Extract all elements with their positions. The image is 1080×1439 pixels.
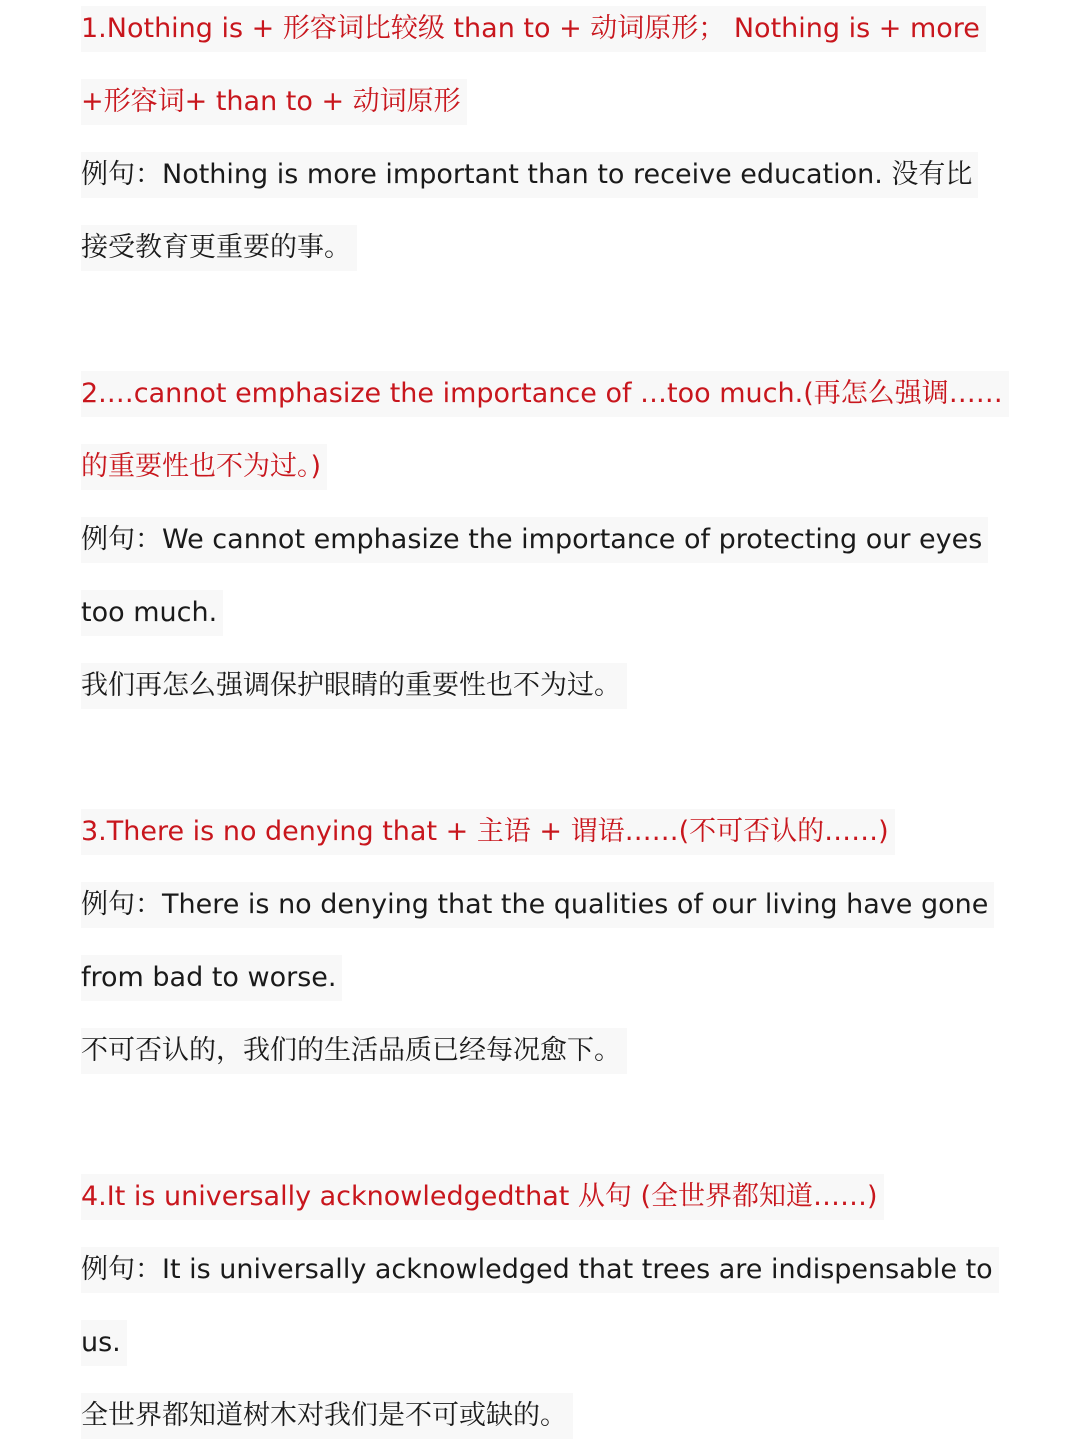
section-1-example-line-1: 例句：Nothing is more important than to receive education. 没有比 [81,152,978,198]
section-4-translation: 全世界都知道树木对我们是不可或缺的。 [81,1393,573,1439]
section-4-example-line-2: us. [81,1320,127,1366]
section-3-example-line-1: 例句：There is no denying that the qualities of our living have gone [81,882,994,928]
section-1-heading-line-2: +形容词+ than to + 动词原形 [81,79,467,125]
section-3-heading-line-1: 3.There is no denying that + 主语 + 谓语……(不可否认的……) [81,809,895,855]
section-2-example-line-2: too much. [81,590,223,636]
section-3-translation: 不可否认的，我们的生活品质已经每况愈下。 [81,1028,627,1074]
section-4-example-line-1: 例句：It is universally acknowledged that trees are indispensable to [81,1247,999,1293]
section-1-heading-line-1: 1.Nothing is + 形容词比较级 than to + 动词原形； Nothing is + more [81,6,986,52]
section-2-heading-line-1: 2.…cannot emphasize the importance of …too much.(再怎么强调…… [81,371,1009,417]
section-2-heading-line-2: 的重要性也不为过。) [81,444,327,490]
section-2-example-line-1: 例句：We cannot emphasize the importance of protecting our eyes [81,517,988,563]
section-2-translation: 我们再怎么强调保护眼睛的重要性也不为过。 [81,663,627,709]
section-1-example-line-2: 接受教育更重要的事。 [81,225,357,271]
section-4-heading-line-1: 4.It is universally acknowledgedthat 从句 (全世界都知道……) [81,1174,884,1220]
section-3-example-line-2: from bad to worse. [81,955,342,1001]
